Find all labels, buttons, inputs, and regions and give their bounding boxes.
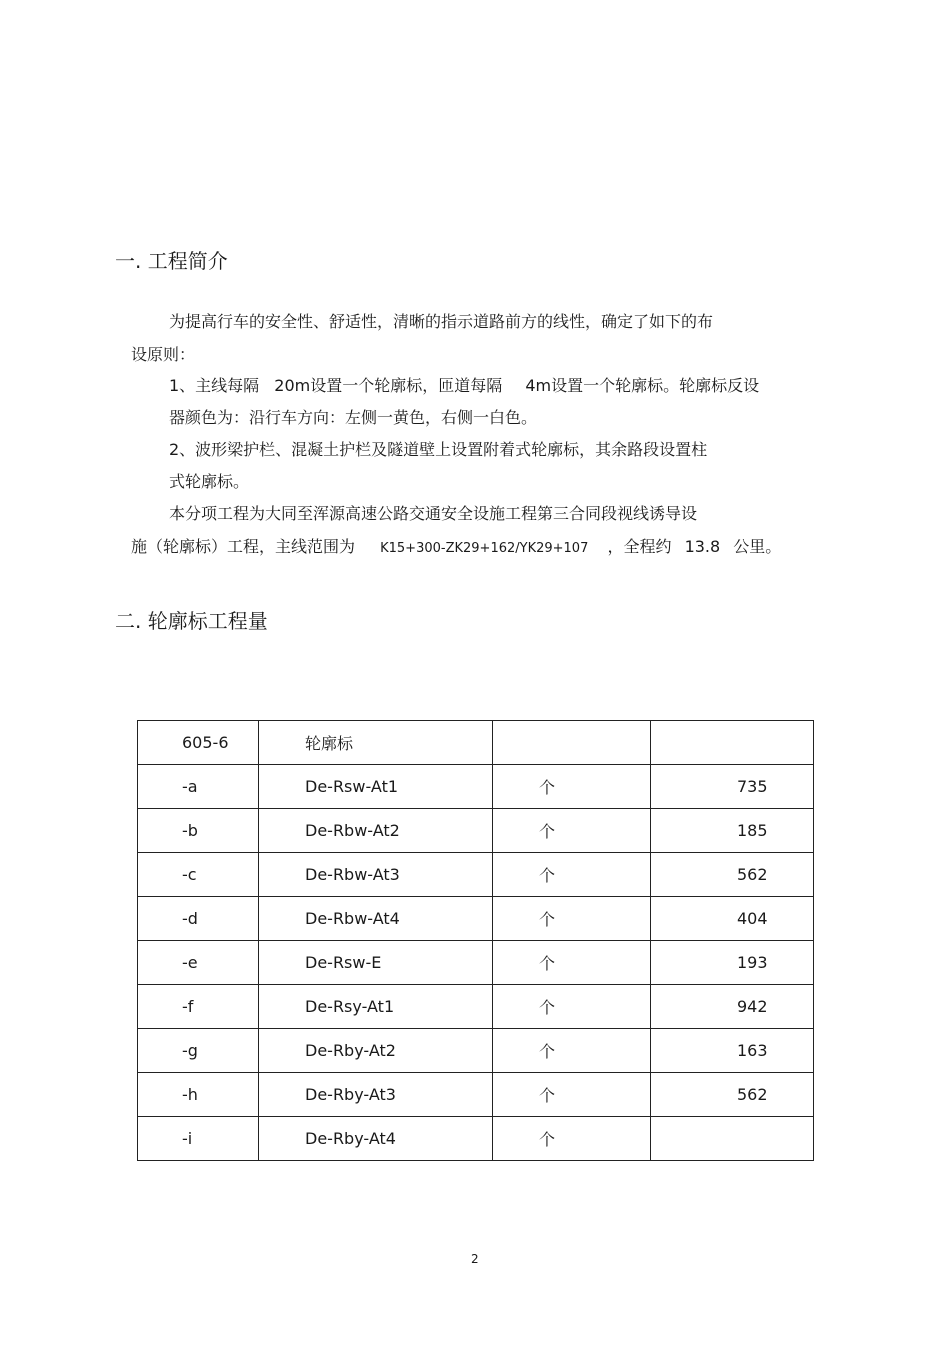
table-cell: 个: [493, 1029, 651, 1073]
table-cell: 个: [493, 941, 651, 985]
paragraph-2-part-a: 施（轮廓标）工程，主线范围为: [131, 537, 356, 556]
table-cell: 个: [493, 853, 651, 897]
total-length: 13.8: [684, 537, 721, 556]
table-cell: -h: [138, 1073, 259, 1117]
item-1-line-2: 器颜色为：沿行车方向：左侧一黄色，右侧一白色。: [169, 408, 538, 427]
table-cell: 个: [493, 1117, 651, 1161]
table-row: [138, 765, 814, 809]
table-cell: 562: [651, 853, 814, 897]
table-cell: De-Rby-At2: [259, 1029, 493, 1073]
section-1-heading: 一. 工程简介: [115, 249, 228, 273]
table-cell: [651, 721, 814, 765]
table-row: [138, 1117, 814, 1161]
table-header-row: [138, 721, 814, 765]
paragraph-1-line-1: 为提高行车的安全性、舒适性，清晰的指示道路前方的线性，确定了如下的布: [169, 312, 714, 331]
table-cell: 193: [651, 941, 814, 985]
table-cell: -f: [138, 985, 259, 1029]
paragraph-2-line-1: 本分项工程为大同至浑源高速公路交通安全设施工程第三合同段视线诱导设: [169, 504, 698, 523]
table-cell: 个: [493, 765, 651, 809]
table-cell: De-Rbw-At4: [259, 897, 493, 941]
table-cell: -c: [138, 853, 259, 897]
table-cell: 个: [493, 1073, 651, 1117]
table-cell: De-Rby-At4: [259, 1117, 493, 1161]
table-cell: 735: [651, 765, 814, 809]
page-number: 2: [471, 1252, 479, 1266]
table-row: [138, 941, 814, 985]
table-cell: [493, 721, 651, 765]
table-cell: -a: [138, 765, 259, 809]
table-row: [138, 1029, 814, 1073]
paragraph-2-line-2: [131, 534, 781, 557]
table-cell: -e: [138, 941, 259, 985]
table-cell: De-Rby-At3: [259, 1073, 493, 1117]
table-cell: -g: [138, 1029, 259, 1073]
table-cell: [651, 1117, 814, 1161]
item-1-line-1: [169, 373, 759, 396]
item-2-line-1: 2、波形梁护栏、混凝土护栏及隧道壁上设置附着式轮廓标，其余路段设置柱: [169, 440, 708, 459]
table-cell: De-Rsw-E: [259, 941, 493, 985]
length-unit: 公里。: [733, 537, 782, 556]
table-cell: 404: [651, 897, 814, 941]
paragraph-1-line-2: 设原则：: [131, 345, 196, 364]
table-cell: 605-6: [138, 721, 259, 765]
table-cell: 163: [651, 1029, 814, 1073]
table-row: [138, 1073, 814, 1117]
table-cell: 562: [651, 1073, 814, 1117]
table-row: [138, 853, 814, 897]
table-cell: 942: [651, 985, 814, 1029]
table-cell: De-Rsw-At1: [259, 765, 493, 809]
table-row: [138, 809, 814, 853]
table-row: [138, 897, 814, 941]
table-cell: -d: [138, 897, 259, 941]
table-cell: -b: [138, 809, 259, 853]
table-cell: 轮廓标: [259, 721, 493, 765]
delineator-quantity-table: [137, 720, 814, 1161]
table-cell: -i: [138, 1117, 259, 1161]
table-row: [138, 985, 814, 1029]
item-1-part-c: 4m设置一个轮廓标。轮廓标反设: [525, 376, 760, 395]
paragraph-2-part-b: ，全程约: [607, 537, 672, 556]
table-cell: 个: [493, 809, 651, 853]
table-cell: 185: [651, 809, 814, 853]
table-cell: 个: [493, 985, 651, 1029]
item-1-part-b: 20m设置一个轮廓标，匝道每隔: [274, 376, 503, 395]
table-cell: De-Rbw-At3: [259, 853, 493, 897]
section-2-heading: 二. 轮廓标工程量: [115, 609, 268, 633]
table-cell: De-Rbw-At2: [259, 809, 493, 853]
table-cell: De-Rsy-At1: [259, 985, 493, 1029]
item-2-line-2: 式轮廓标。: [169, 472, 250, 491]
item-1-part-a: 1、主线每隔: [169, 376, 260, 395]
table-cell: 个: [493, 897, 651, 941]
mainline-range: K15+300-ZK29+162/YK29+107: [380, 541, 589, 556]
